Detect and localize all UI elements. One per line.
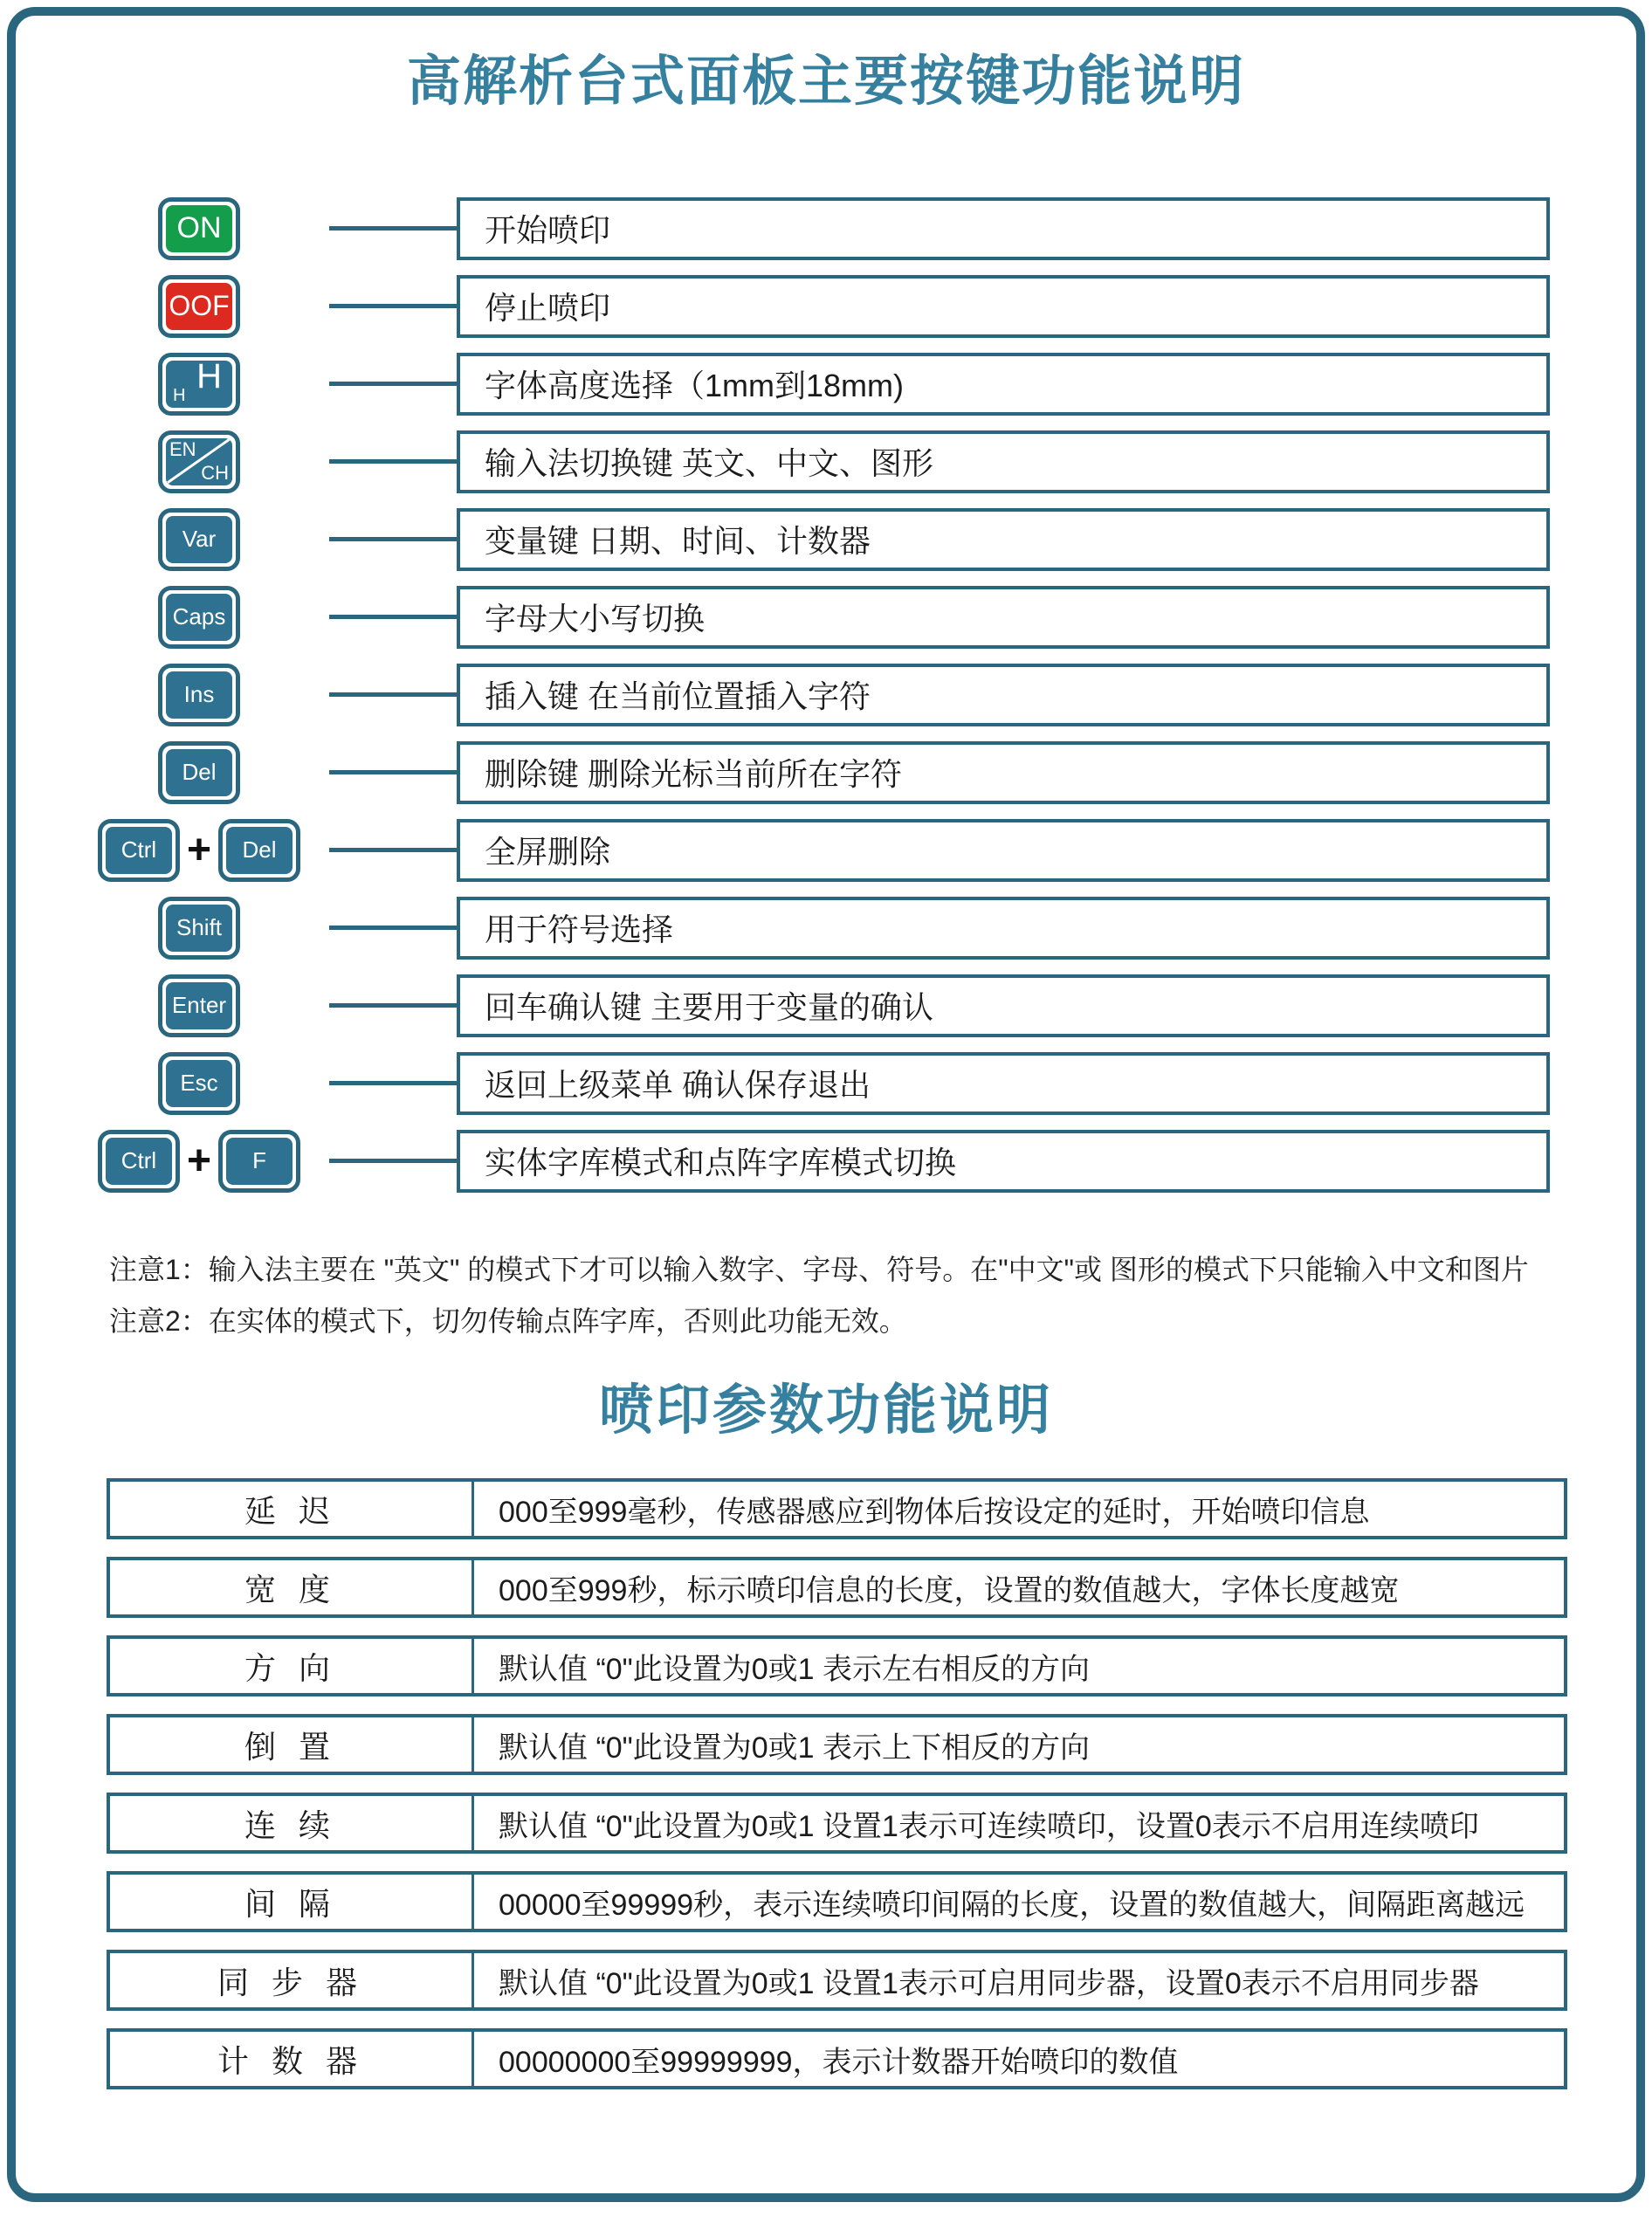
param-row	[107, 1714, 1567, 1775]
key-row	[90, 500, 1550, 578]
param-name: 间 隔	[244, 1885, 337, 1922]
key-description-text: 插入键 在当前位置插入字符	[485, 678, 871, 715]
connector-line	[329, 304, 457, 308]
key-description-text: 字母大小写切换	[485, 601, 706, 637]
key-row	[90, 733, 1550, 811]
key-shift	[158, 897, 240, 960]
key-label: Del	[182, 759, 217, 786]
key-del-face	[166, 749, 232, 796]
key-ctrl	[98, 1130, 180, 1193]
key-function-list	[90, 189, 1550, 1200]
param-name: 延 迟	[244, 1492, 337, 1529]
key-label: Ctrl	[120, 836, 157, 864]
connector-line	[329, 615, 457, 619]
key-shift-face	[166, 905, 232, 952]
print-parameter-table	[107, 1478, 1567, 2089]
param-name: 同 步 器	[217, 1964, 364, 2000]
key-del	[158, 741, 240, 804]
key-row	[90, 1122, 1550, 1200]
param-row	[107, 1950, 1567, 2011]
key-description-text: 输入法切换键 英文、中文、图形	[485, 445, 934, 482]
key-ctrl	[98, 819, 180, 882]
key-description-box	[457, 819, 1550, 882]
key-var-face	[166, 516, 232, 563]
key-row	[90, 1044, 1550, 1122]
key-cell	[90, 275, 308, 338]
key-var	[158, 508, 240, 571]
key-row	[90, 578, 1550, 656]
param-name: 宽 度	[244, 1571, 337, 1607]
key-label: Del	[242, 836, 277, 864]
param-description: 00000至99999秒，表示连续喷印间隔的长度，设置的数值越大，间隔距离越远	[472, 1875, 1564, 1929]
key-description-box	[457, 974, 1550, 1037]
note-2: 注意2：在实体的模式下，切勿传输点阵字库，否则此功能无效。	[109, 1305, 907, 1338]
key-label: Caps	[172, 603, 226, 630]
key-en-ch	[158, 430, 240, 493]
key-font-height-face	[166, 361, 232, 408]
key-description-box	[457, 1130, 1550, 1193]
key-label: F	[252, 1147, 266, 1174]
param-name: 连 续	[244, 1807, 337, 1843]
plus-sign: +	[186, 1137, 212, 1184]
key-f	[218, 1130, 300, 1193]
key-description-text: 停止喷印	[485, 290, 611, 327]
key-on-face	[166, 205, 232, 252]
key-cell	[90, 819, 308, 882]
param-row	[107, 2028, 1567, 2089]
key-description-box	[457, 741, 1550, 804]
key-description-text: 全屏删除	[485, 834, 611, 871]
key-del-face	[226, 827, 293, 874]
key-cell	[90, 1130, 308, 1193]
key-main-label: H	[196, 360, 222, 396]
key-row	[90, 423, 1550, 500]
key-top-label: EN	[169, 437, 196, 460]
connector-line	[329, 1159, 457, 1163]
param-description: 默认值 “0"此设置为0或1 表示上下相反的方向	[472, 1717, 1564, 1772]
key-del	[218, 819, 300, 882]
key-row	[90, 267, 1550, 345]
param-name: 计 数 器	[217, 2042, 364, 2079]
param-description: 000至999毫秒，传感器感应到物体后按设定的延时，开始喷印信息	[472, 1482, 1564, 1536]
key-cell	[90, 897, 308, 960]
key-cell	[90, 197, 308, 260]
param-row	[107, 1478, 1567, 1539]
key-ctrl-face	[106, 827, 172, 874]
key-bottom-label: CH	[201, 461, 229, 484]
page-title: 高解析台式面板主要按键功能说明	[406, 52, 1245, 112]
connector-line	[329, 770, 457, 774]
param-row	[107, 1635, 1567, 1696]
key-label: OOF	[169, 290, 230, 322]
param-name: 倒 置	[244, 1728, 337, 1765]
key-ctrl-face	[106, 1138, 172, 1185]
key-cell	[90, 353, 308, 416]
key-cell	[90, 664, 308, 726]
key-row	[90, 811, 1550, 889]
key-description-text: 字体高度选择（1mm到18mm)	[485, 368, 905, 404]
key-description-box	[457, 197, 1550, 260]
key-description-text: 回车确认键 主要用于变量的确认	[485, 989, 934, 1026]
key-cell	[90, 1052, 308, 1115]
plus-sign: +	[186, 826, 212, 873]
param-name: 方 向	[244, 1649, 337, 1686]
key-description-text: 开始喷印	[485, 212, 611, 249]
note-1: 注意1：输入法主要在 "英文" 的模式下才可以输入数字、字母、符号。在"中文"或 图形的模式下只能输入中文和图片	[109, 1254, 1529, 1286]
key-row	[90, 189, 1550, 267]
param-row	[107, 1793, 1567, 1854]
param-description: 000至999秒，标示喷印信息的长度，设置的数值越大，字体长度越宽	[472, 1560, 1564, 1614]
key-ins-face	[166, 671, 232, 719]
param-description: 00000000至99999999，表示计数器开始喷印的数值	[472, 2032, 1564, 2086]
key-label: Ctrl	[120, 1147, 157, 1174]
key-description-text: 用于符号选择	[485, 912, 674, 948]
param-description: 默认值 “0"此设置为0或1 表示左右相反的方向	[472, 1639, 1564, 1693]
key-description-box	[457, 1052, 1550, 1115]
connector-line	[329, 459, 457, 464]
key-cell	[90, 974, 308, 1037]
param-description: 默认值 “0"此设置为0或1 设置1表示可连续喷印，设置0表示不启用连续喷印	[472, 1796, 1564, 1850]
key-description-text: 实体字库模式和点阵字库模式切换	[485, 1145, 957, 1181]
section-title: 喷印参数功能说明	[598, 1380, 1053, 1441]
key-cell	[90, 741, 308, 804]
key-row	[90, 656, 1550, 733]
key-label: ON	[176, 211, 222, 245]
key-label: Esc	[180, 1070, 218, 1097]
key-description-box	[457, 664, 1550, 726]
key-label: Ins	[183, 681, 215, 708]
key-oof	[158, 275, 240, 338]
key-ins	[158, 664, 240, 726]
key-enter-face	[166, 982, 232, 1029]
key-cell	[90, 430, 308, 493]
key-description-text: 返回上级菜单 确认保存退出	[485, 1067, 871, 1104]
key-cell	[90, 508, 308, 571]
key-description-text: 删除键 删除光标当前所在字符	[485, 756, 903, 793]
key-oof-face	[166, 283, 232, 330]
key-description-box	[457, 897, 1550, 960]
connector-line	[329, 537, 457, 541]
key-row	[90, 345, 1550, 423]
manual-page	[7, 7, 1645, 2202]
key-sub-label: H	[173, 385, 186, 405]
connector-line	[329, 692, 457, 697]
key-enter	[158, 974, 240, 1037]
key-en-ch-face	[166, 438, 232, 485]
connector-line	[329, 1081, 457, 1085]
key-row	[90, 889, 1550, 967]
connector-line	[329, 382, 457, 386]
key-label: Enter	[171, 992, 227, 1019]
key-label: Var	[182, 526, 217, 553]
connector-line	[329, 926, 457, 930]
key-f-face	[226, 1138, 293, 1185]
key-description-box	[457, 508, 1550, 571]
key-caps	[158, 586, 240, 649]
key-esc-face	[166, 1060, 232, 1107]
key-description-box	[457, 430, 1550, 493]
connector-line	[329, 226, 457, 231]
connector-line	[329, 1003, 457, 1008]
key-description-box	[457, 353, 1550, 416]
key-description-box	[457, 586, 1550, 649]
key-on	[158, 197, 240, 260]
key-row	[90, 967, 1550, 1044]
notes	[109, 1254, 1584, 1338]
param-description: 默认值 “0"此设置为0或1 设置1表示可启用同步器，设置0表示不启用同步器	[472, 1953, 1564, 2007]
key-description-text: 变量键 日期、时间、计数器	[485, 523, 871, 560]
key-description-box	[457, 275, 1550, 338]
param-row	[107, 1871, 1567, 1932]
key-esc	[158, 1052, 240, 1115]
key-label: Shift	[176, 914, 223, 941]
param-row	[107, 1557, 1567, 1618]
key-font-height	[158, 353, 240, 416]
connector-line	[329, 848, 457, 852]
key-cell	[90, 586, 308, 649]
key-caps-face	[166, 594, 232, 641]
